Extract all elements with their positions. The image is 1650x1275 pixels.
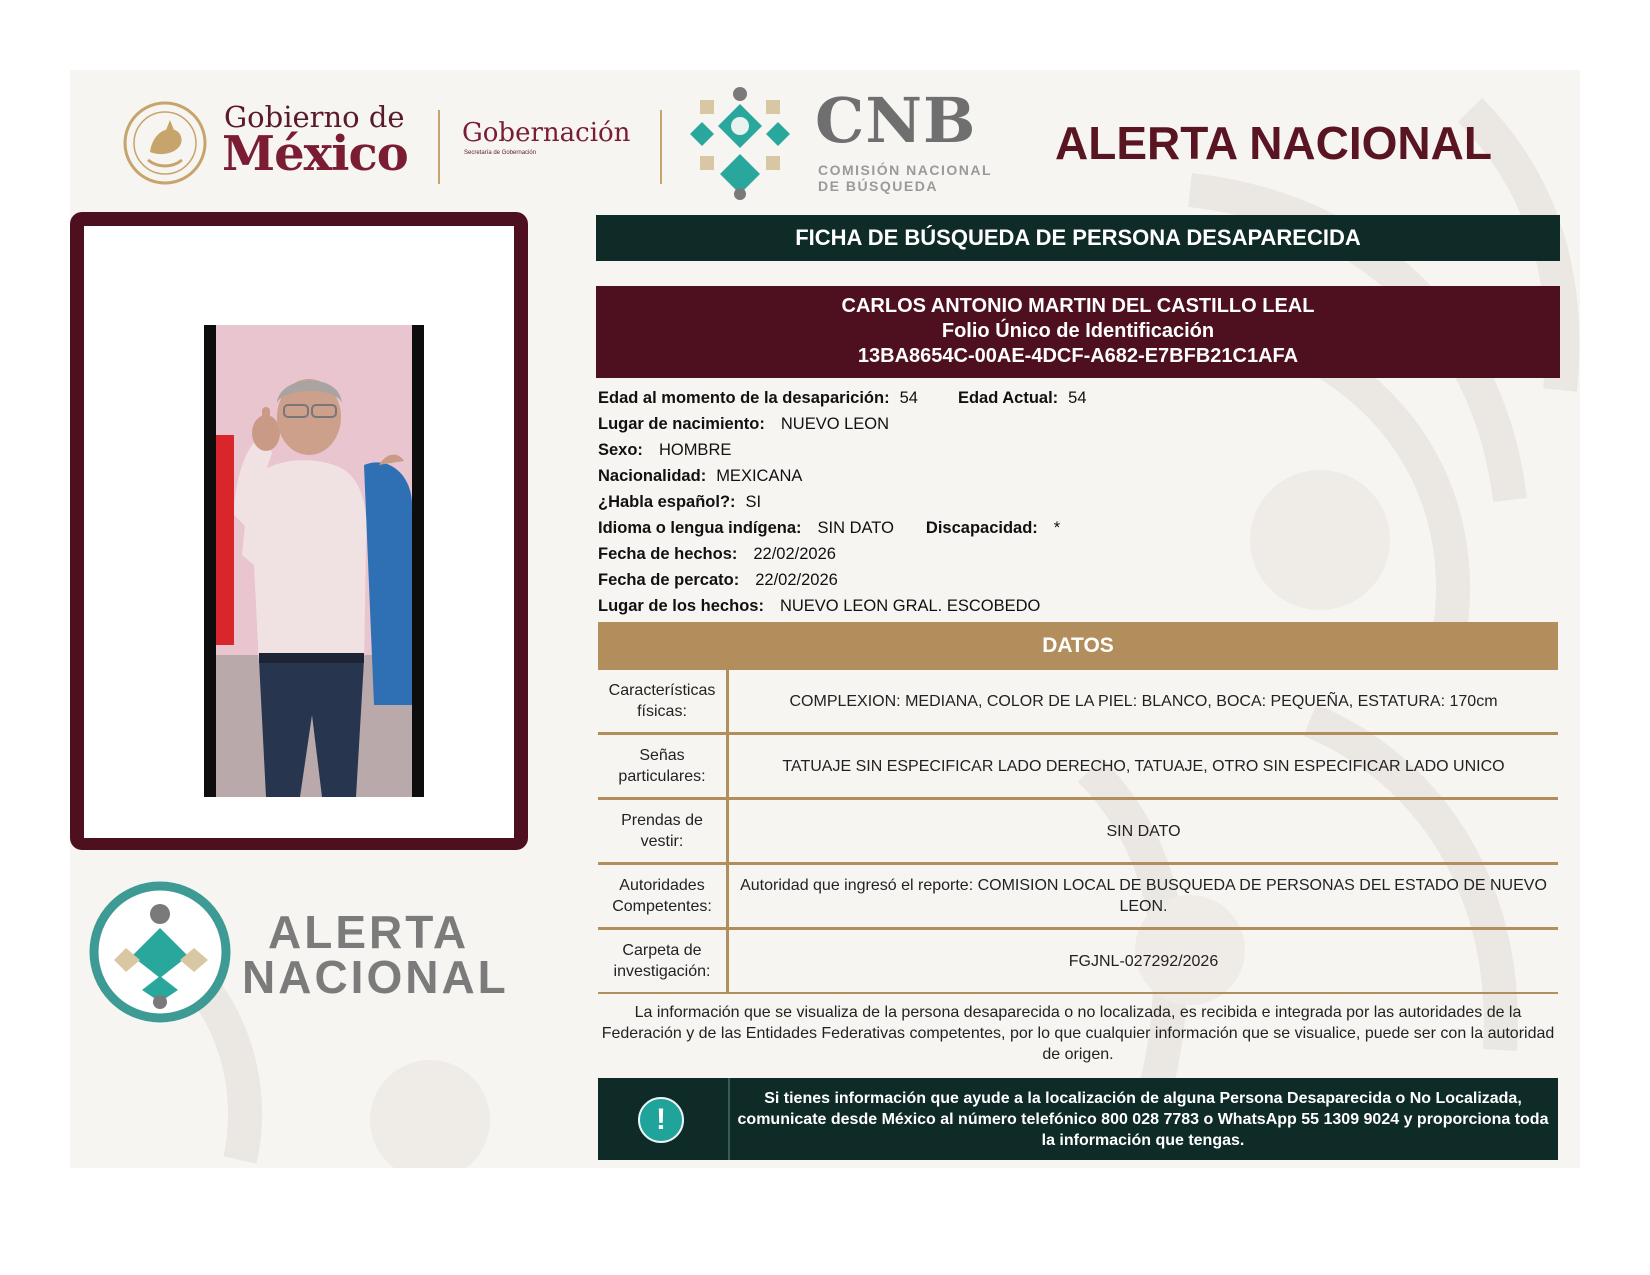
lugar-hechos-value: NUEVO LEON GRAL. ESCOBEDO [779, 597, 1041, 615]
datos-title: DATOS [1042, 634, 1114, 657]
person-name: CARLOS ANTONIO MARTIN DEL CASTILLO LEAL [841, 295, 1315, 317]
gobernacion-subtitle: Secretaría de Gobernación [464, 150, 537, 156]
exclamation-icon: ! [638, 1097, 684, 1143]
cnb-logo-text: CNB [815, 84, 977, 157]
habla-espanol-value: SI [745, 493, 762, 511]
sexo-value: HOMBRE [658, 441, 732, 459]
info-row-idioma [598, 515, 1558, 541]
sexo-label: Sexo: [598, 441, 643, 459]
info-row-lugar-hechos [598, 593, 1558, 619]
table-row [598, 929, 1558, 994]
missing-person-photo [204, 325, 424, 797]
info-row-fecha-hechos [598, 541, 1558, 567]
gobierno-de-text: Gobierno de [224, 100, 405, 134]
cnb-subtitle-line2: DE BÚSQUEDA [818, 178, 938, 194]
cnb-subtitle-line1: COMISIÓN NACIONAL [818, 162, 993, 178]
edad-desaparicion-label: Edad al momento de la desaparición: [598, 389, 890, 407]
habla-espanol-label: ¿Habla español?: [598, 493, 736, 511]
footer-icon-cell [598, 1078, 730, 1160]
datos-row-value: Autoridad que ingresó el reporte: COMISION LOCAL DE BUSQUEDA DE PERSONAS DEL ESTADO DE NUEVO LEON. [728, 864, 1559, 929]
table-row [598, 734, 1558, 799]
datos-header-bar [598, 622, 1558, 670]
header-divider [660, 110, 662, 184]
photo-frame [70, 212, 528, 850]
fecha-hechos-value: 22/02/2026 [753, 545, 836, 563]
fecha-percato-value: 22/02/2026 [755, 571, 838, 589]
table-row [598, 799, 1558, 864]
alerta-logo-text-line1: ALERTA [268, 906, 470, 958]
datos-row-value: SIN DATO [728, 799, 1559, 864]
cnb-emblem-icon [680, 82, 800, 202]
person-name-bar [596, 286, 1560, 378]
datos-row-value: COMPLEXION: MEDIANA, COLOR DE LA PIEL: BLANCO, BOCA: PEQUEÑA, ESTATURA: 170cm [728, 670, 1559, 734]
lugar-nacimiento-value: NUEVO LEON [780, 415, 890, 433]
edad-actual-label: Edad Actual: [957, 389, 1059, 407]
contact-footer-bar [598, 1078, 1558, 1160]
datos-row-label: Prendas de vestir: [598, 799, 728, 864]
info-row-lugar-nacimiento [598, 411, 1558, 437]
idioma-label: Idioma o lengua indígena: [598, 519, 802, 537]
folio-label: Folio Único de Identificación [941, 320, 1215, 342]
nacionalidad-label: Nacionalidad: [598, 467, 707, 485]
datos-row-label: Características físicas: [598, 670, 728, 734]
page-title: ALERTA NACIONAL [1055, 117, 1492, 169]
idioma-value: SIN DATO [817, 519, 894, 537]
folio-value: 13BA8654C-00AE-4DCF-A682-E7BFB21C1AFA [857, 345, 1299, 367]
discapacidad-value: * [1053, 519, 1061, 537]
datos-row-value: TATUAJE SIN ESPECIFICAR LADO DERECHO, TATUAJE, OTRO SIN ESPECIFICAR LADO UNICO [728, 734, 1559, 799]
mexico-text: México [222, 126, 408, 182]
info-row-habla-espanol [598, 489, 1558, 515]
header-divider [438, 110, 440, 184]
datos-row-value: FGJNL-027292/2026 [728, 929, 1559, 994]
table-row [598, 864, 1558, 929]
alerta-logo-text-line2: NACIONAL [242, 951, 509, 1003]
gobernacion-logo-text: Gobernación [462, 118, 631, 148]
edad-desaparicion-value: 54 [899, 389, 918, 407]
national-seal-icon [120, 100, 210, 186]
info-row-fecha-percato [598, 567, 1558, 593]
edad-actual-value: 54 [1068, 389, 1087, 407]
photo-mat [84, 226, 514, 838]
datos-row-label: Autoridades Competentes: [598, 864, 728, 929]
ficha-title: FICHA DE BÚSQUEDA DE PERSONA DESAPARECIDA [795, 225, 1361, 250]
contact-info-text: Si tienes información que ayude a la localización de alguna Persona Desaparecida o No Localizada, comunicate desde México al número telefónico 800 028 7783 o WhatsApp 55 1309 9024 y proporciona toda la información que tengas. [737, 1090, 1549, 1149]
info-row-sexo [598, 437, 1558, 463]
fecha-hechos-label: Fecha de hechos: [598, 545, 738, 563]
lugar-hechos-label: Lugar de los hechos: [598, 597, 764, 615]
datos-row-label: Carpeta de investigación: [598, 929, 728, 994]
info-row-edad [598, 385, 1558, 411]
nacionalidad-value: MEXICANA [716, 467, 803, 485]
person-info-list [598, 385, 1558, 619]
disclaimer-text: La información que se visualiza de la persona desaparecida o no localizada, es recibida e integrada por las autoridades de la Federación y de las Entidades Federativas competentes, por lo que cualquier información que se visualice, puede ser con la autoridad de origen. [601, 1004, 1555, 1063]
datos-row-label: Señas particulares: [598, 734, 728, 799]
fecha-percato-label: Fecha de percato: [598, 571, 740, 589]
lugar-nacimiento-label: Lugar de nacimiento: [598, 415, 765, 433]
discapacidad-label: Discapacidad: [925, 519, 1038, 537]
alerta-nacional-emblem-icon [88, 880, 233, 1025]
info-row-nacionalidad [598, 463, 1558, 489]
table-row [598, 670, 1558, 734]
ficha-title-bar [596, 215, 1560, 261]
datos-table [598, 670, 1558, 994]
